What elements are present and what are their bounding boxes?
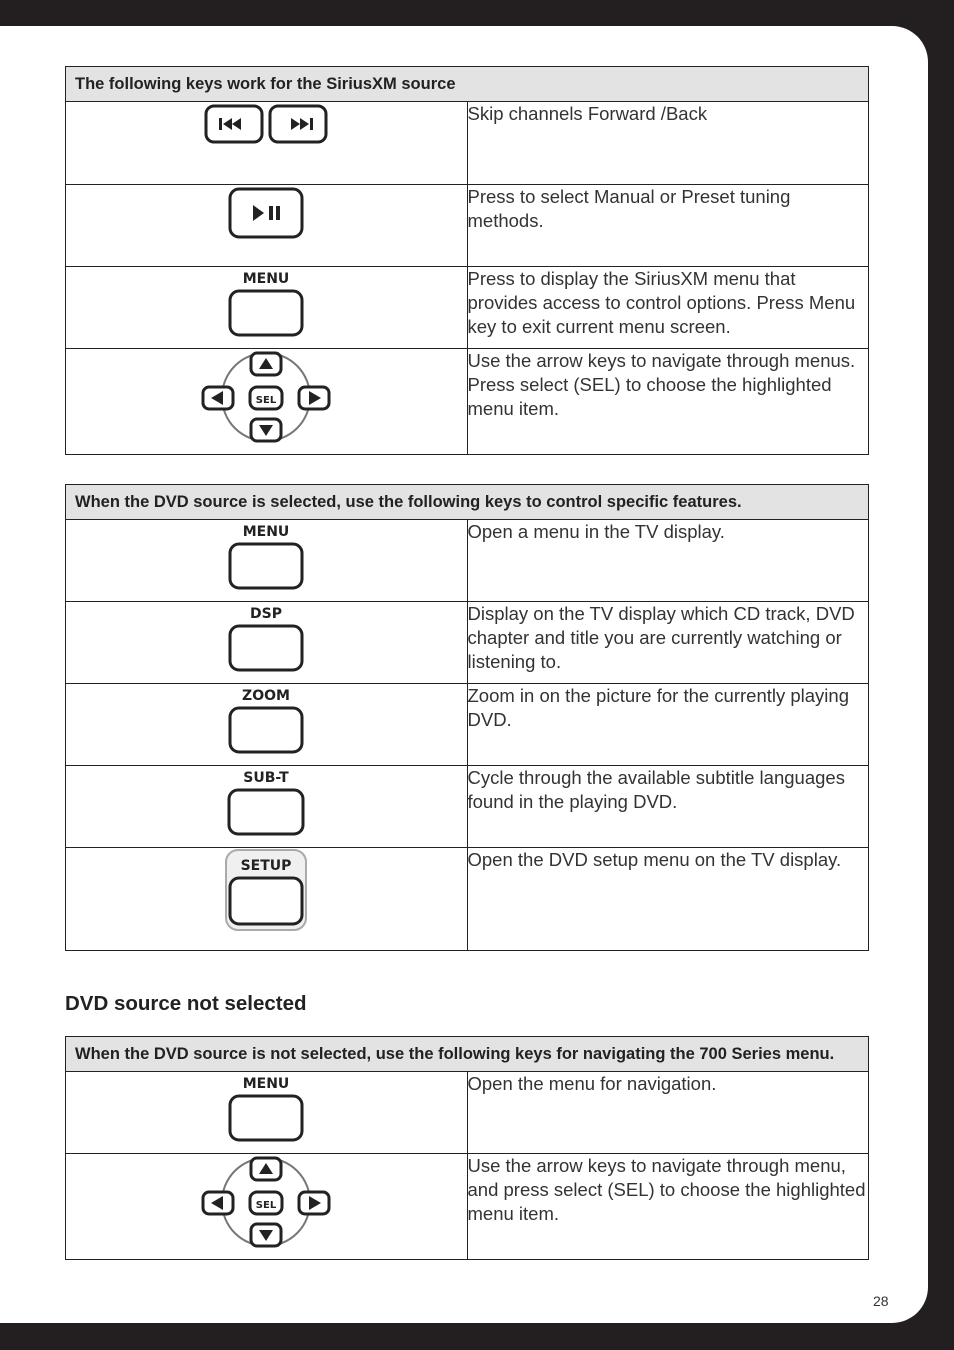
table-row [66, 267, 869, 349]
key-label: MENU [242, 1076, 290, 1092]
row-description: Open the menu for navigation. [467, 1072, 869, 1154]
table-row [66, 1072, 869, 1154]
row-description: Zoom in on the picture for the currently playing DVD. [467, 684, 869, 766]
row-description: Use the arrow keys to navigate through menu, and press select (SEL) to choose the highlighted menu item. [467, 1154, 869, 1260]
key-label: ZOOM [242, 688, 291, 704]
table-row [66, 766, 869, 848]
table-row [66, 848, 869, 951]
arrow-sel-pad-icon [66, 349, 468, 455]
setup-key-icon [66, 848, 468, 951]
dvd-keys-table [65, 484, 869, 951]
row-description: Open the DVD setup menu on the TV display. [467, 848, 869, 951]
row-description: Open a menu in the TV display. [467, 520, 869, 602]
row-description: Skip channels Forward /Back [467, 102, 869, 185]
key-label: SETUP [240, 858, 292, 874]
row-description: Press to display the SiriusXM menu that provides access to control options. Press Menu key to exit current menu screen. [467, 267, 869, 349]
sel-label: SEL [256, 1200, 277, 1211]
row-description: Use the arrow keys to navigate through menus. Press select (SEL) to choose the highlighted menu item. [467, 349, 869, 455]
row-description: Display on the TV display which CD track, DVD chapter and title you are currently watching or listening to. [467, 602, 869, 684]
siriusxm-keys-table [65, 66, 869, 455]
key-label: DSP [250, 606, 283, 622]
table-row [66, 185, 869, 267]
table-header: When the DVD source is selected, use the following keys to control specific features. [66, 485, 869, 520]
table-header: The following keys work for the SiriusXM source [66, 67, 869, 102]
menu-key-icon [66, 520, 468, 602]
arrow-sel-pad-icon [66, 1154, 468, 1260]
table-row [66, 520, 869, 602]
table-row [66, 1154, 869, 1260]
zoom-key-icon [66, 684, 468, 766]
play-pause-icon [66, 185, 468, 267]
page-number: 28 [873, 1293, 889, 1309]
row-description: Press to select Manual or Preset tuning methods. [467, 185, 869, 267]
key-label: SUB-T [243, 770, 289, 786]
subt-key-icon [66, 766, 468, 848]
sel-label: SEL [256, 395, 277, 406]
table-row [66, 602, 869, 684]
section-title: DVD source not selected [65, 992, 307, 1015]
skip-prev-next-icon [66, 102, 468, 185]
dsp-key-icon [66, 602, 468, 684]
table-row [66, 684, 869, 766]
table-row [66, 102, 869, 185]
row-description: Cycle through the available subtitle languages found in the playing DVD. [467, 766, 869, 848]
key-label: MENU [242, 271, 290, 287]
table-header: When the DVD source is not selected, use the following keys for navigating the 700 Series menu. [66, 1037, 869, 1072]
menu-key-icon [66, 1072, 468, 1154]
menu-key-icon [66, 267, 468, 349]
navigation-keys-table [65, 1036, 869, 1260]
key-label: MENU [242, 524, 290, 540]
table-row [66, 349, 869, 455]
